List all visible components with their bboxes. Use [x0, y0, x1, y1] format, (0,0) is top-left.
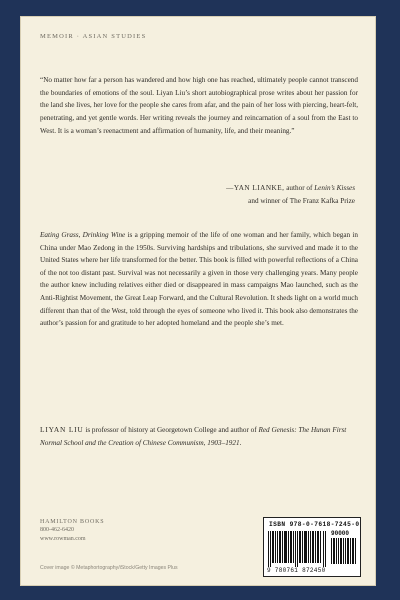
author-other-book: Red Genesis: The Hunan First Normal School and the Creation of Chinese Communism, 1903–1921: [40, 426, 347, 447]
publisher-info: [40, 518, 104, 543]
ean-number: 9 780761 872450: [267, 567, 326, 574]
endorser-author-of: author of: [286, 184, 313, 192]
publisher-name: HAMILTON BOOKS: [40, 519, 105, 525]
endorser-award: and winner of The Franz Kafka Prize: [248, 196, 355, 205]
publisher-url: www.rowman.com: [40, 535, 86, 542]
category-label: MEMOIR · ASIAN STUDIES: [40, 33, 147, 40]
author-name: LIYAN LIU: [40, 425, 84, 434]
isbn-text: ISBN 978-0-7618-7245-0: [269, 521, 360, 528]
barcode: [263, 517, 361, 577]
publisher-phone: 800-462-6420: [40, 527, 74, 534]
text-panel: [20, 16, 376, 586]
endorser-name: —YAN LIANKE,: [226, 184, 285, 192]
book-description: [40, 229, 358, 330]
addon-barcode-bars: [331, 538, 357, 564]
author-bio-end: .: [239, 438, 242, 447]
endorsement-attribution: [226, 182, 355, 207]
author-bio: [40, 424, 358, 449]
price-addon-number: 90000: [331, 530, 350, 537]
author-bio-text: is professor of history at Georgetown College and author of: [83, 426, 259, 434]
description-text: is a gripping memoir of the life of one woman and her family, which began in China under Mao Zedong in the 1950s. Surviving hardships and tribulations, she survived and made it to the United States where her life transformed for the better. This book is filled with powerful reflections of a China of the not too distant past. Survival was not necessarily a given in those very challenging years. Many people the author knew including relatives either died or disappeared in mass campaigns Mao launched, such as the Anti-Rightist Movement, the Great Leap Forward, and the Cultural Revolution. It sheds light on a world much different than that of the West, told through the eyes of someone who lived it. This book also demonstrates the author’s passion for and gratitude to her adopted homeland and the people she’s met.: [40, 231, 359, 328]
book-title: Eating Grass, Drinking Wine: [40, 231, 126, 239]
endorser-book: Lenin’s Kisses: [314, 184, 355, 192]
ean-barcode-bars: [268, 531, 328, 567]
cover-image-credit: Cover image © Metaphortography/iStock/Getty Images Plus: [40, 565, 178, 571]
endorsement-quote: “No matter how far a person has wandered and how high one has reached, ultimately people cannot transcend the boundaries of emotions of the soul. Liyan Liu’s short autobiographical prose writes about her passion for the land she lives, her love for the people she cares from afar, and the pain of her loss with piercing, heart-felt, penetrating, and yet gentle words. Her writing reveals the journey and reincarnation of a soul from the East to West. It is a woman’s reenactment and affirmation of humanity, life, and their meaning.”: [40, 76, 358, 135]
